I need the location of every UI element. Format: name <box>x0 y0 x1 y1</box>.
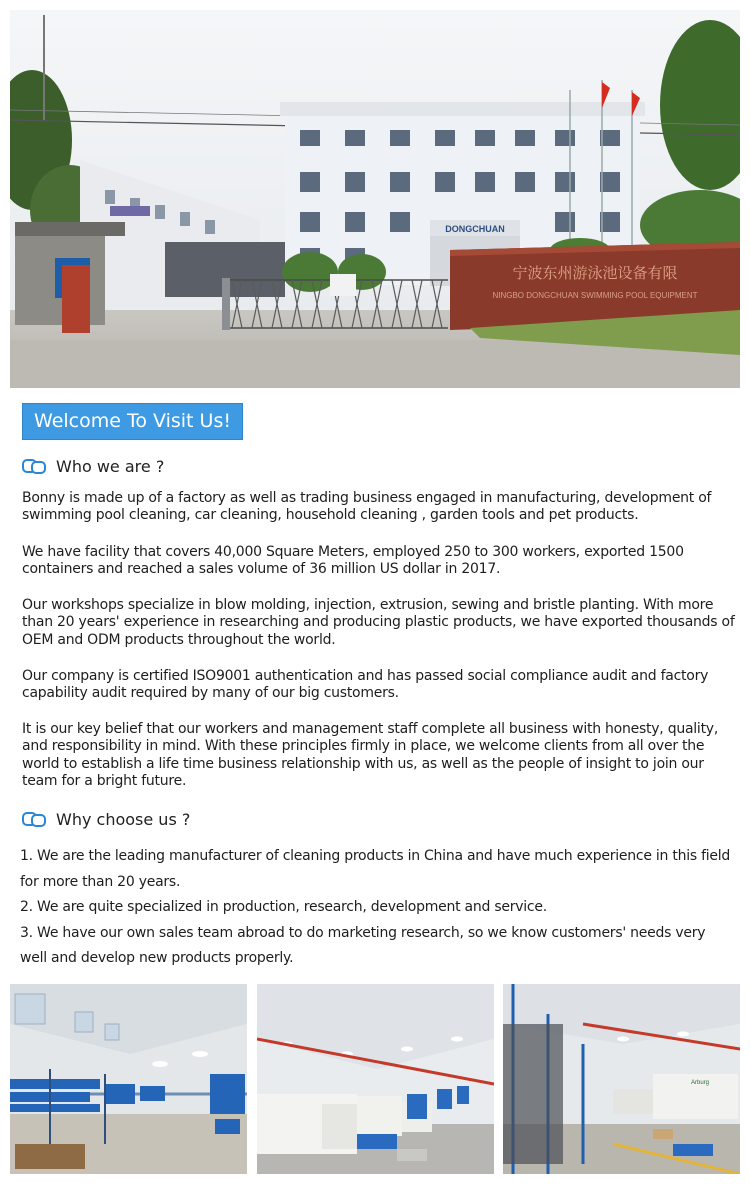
production-line-photo <box>503 984 740 1174</box>
reasons-list <box>20 844 735 972</box>
who-paragraph-5: It is our key belief that our workers and management staff complete all business with honesty, quality, and responsibility in mind. With these principles firmly in place, we welcome clients from all over the world to establish a life time business relationship with us, as well as the people of insight to join our team for a bright future. <box>22 721 719 790</box>
warehouse-photo <box>10 984 247 1174</box>
chat-bubbles-icon <box>22 811 47 827</box>
reason-item: 3. We have our own sales team abroad to do marketing research, so we know customers' needs very well and develop new products properly. <box>20 924 706 967</box>
who-paragraph-3: Our workshops specialize in blow molding, injection, extrusion, sewing and bristle planting. With more than 20 years' experience in researching and producing plastic products, we have exported thousands of OEM and ODM products throughout the world. <box>22 597 735 648</box>
building-sign: DONGCHUAN <box>445 224 505 234</box>
welcome-banner-label: Welcome To Visit Us! <box>34 410 231 432</box>
wall-sign-chinese: 宁波东州游泳池设备有限 <box>512 264 678 282</box>
workshop-photos <box>10 984 740 1174</box>
who-paragraph-1: Bonny is made up of a factory as well as trading business engaged in manufacturing, development of swimming pool cleaning, car cleaning, household cleaning , garden tools and pet products. <box>22 490 712 524</box>
wall-sign-english: NINGBO DONGCHUAN SWIMMING POOL EQUIPMENT <box>492 291 698 300</box>
reason-item: 2. We are quite specialized in production, research, development and service. <box>20 899 547 916</box>
reason-item: 1. We are the leading manufacturer of cleaning products in China and have much experience in this field for more than 20 years. <box>20 848 731 890</box>
chat-bubbles-icon <box>22 458 47 474</box>
who-we-are-heading <box>22 455 164 477</box>
machine-brand-label: Arburg <box>691 1080 710 1086</box>
why-choose-us-heading <box>22 808 190 830</box>
welcome-banner <box>22 403 243 440</box>
injection-workshop-photo <box>257 984 494 1174</box>
why-choose-us-title: Why choose us ? <box>56 809 191 829</box>
who-paragraph-2: We have facility that covers 40,000 Square Meters, employed 250 to 300 workers, exported 1500 containers and reached a sales volume of 36 million US dollar in 2017. <box>22 544 684 578</box>
who-we-are-title: Who we are ? <box>56 456 165 476</box>
who-paragraph-4: Our company is certified ISO9001 authentication and has passed social compliance audit and factory capability audit required by many of our big customers. <box>22 668 709 702</box>
factory-building-photo <box>10 10 740 388</box>
